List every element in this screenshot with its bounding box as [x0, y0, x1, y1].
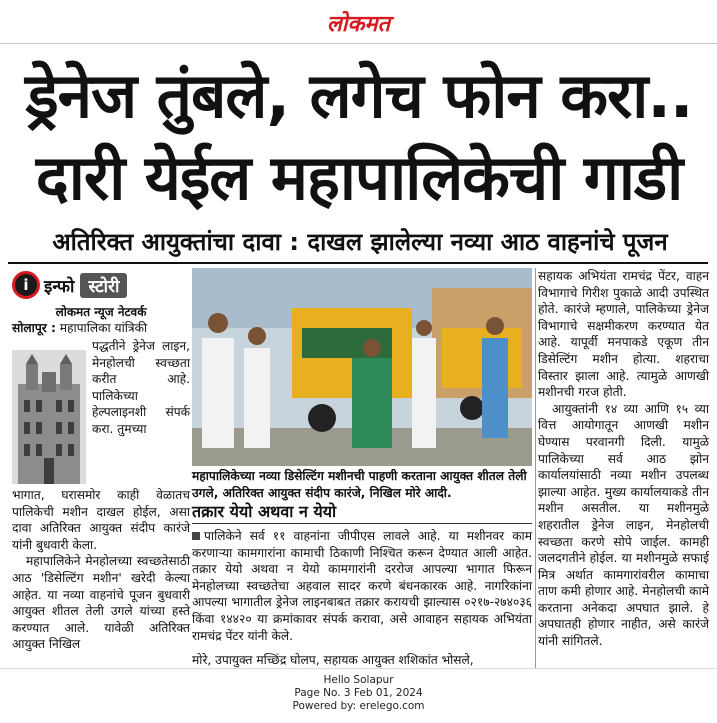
info-story-badge	[12, 270, 174, 300]
right-paragraph-1: सहायक अभियंता रामचंद्र पेंटर, वाहन विभागाचे गिरीश पुकाळे आदी उपस्थित होते. कारंजे म्हणाले, पालिकेच्या ड्रेनेज विभागाचे सक्षमीकरण करण्यात येत आहे. यापूर्वी मनपाकडे एकूण तीन डिसेल्टिंग मशीन होत्या. शहराचा विस्तार झाला आहे. त्यामुळे आणखी मशीनची गरज होती.	[538, 269, 709, 400]
masthead	[0, 0, 717, 44]
footer-powered-by[interactable]: Powered by: erelego.com	[292, 700, 425, 712]
lokmat-logo: लोकमत	[326, 12, 391, 37]
municipal-building-image	[12, 350, 86, 484]
info-icon: i	[12, 271, 40, 299]
footer	[0, 674, 717, 713]
info-label: इन्फो	[44, 276, 75, 297]
bullet-icon	[192, 532, 200, 540]
footer-publisher: Hello Solapur	[323, 674, 394, 686]
continued-line: मोरे, उपायुक्त मच्छिंद्र घोलप, सहायक आयुक्त शशिकांत भोसले,	[192, 653, 474, 667]
left-paragraph-2: महापालिकेने मेनहोलच्या स्वच्छतेसाठी आठ 'डिसेल्टिंग मशीन' खरेदी केल्या आहेत. या नव्या वाहनांचे पूजन बुधवारी आयुक्त शीतल तेली उगले यांच्या हस्ते करण्यात आले. यावेळी अतिरिक्त आयुक्त निखिल	[12, 554, 190, 652]
box-body: पालिकेने सर्व ११ वाहनांना जीपीएस लावले आहे. या मशीनवर काम करणाऱ्या कामगारांना कामाची ठिकाणी निश्चित करून देण्यात आली आहेत. तक्रार येयो अथवा न येयो कामगारांनी दररोज आपल्या भागात फिरून मेनहोलच्या स्वच्छतेचा अहवाल सादर करणे बंधनकारक आहे. नागरिकांना आपल्या भागातील ड्रेनेज लाइनबाबत तक्रार करायची झाल्यास ०२१७-२७४०३६ किंवा १४४२० या क्रमांकावर संपर्क करावा, असे आवाहन सहायक अभियंता रामचंद्र पेंटर यांनी केले.	[192, 529, 532, 643]
footer-divider	[0, 668, 717, 669]
left-column-text	[12, 487, 190, 653]
headline-divider	[8, 262, 708, 264]
subheadline: अतिरिक्त आयुक्तांचा दावा : दाखल झालेल्या नव्या आठ वाहनांचे पूजन	[52, 228, 668, 256]
headline-line-1: ड्रेनेज तुंबले, लगेच फोन करा..	[25, 59, 693, 132]
news-network: लोकमत न्यूज नेटवर्क	[55, 305, 147, 319]
intro-line	[12, 320, 190, 337]
story-label: स्टोरी	[80, 273, 127, 298]
intro-text: महापालिका यांत्रिकी	[59, 321, 148, 335]
right-column	[538, 268, 709, 650]
headline-line-2: दारी येईल महापालिकेची गाडी	[35, 141, 683, 214]
right-paragraph-2: आयुक्तांनी १४ व्या आणि १५ व्या वित्त आयोगातून आणखी मशीन घेण्यास परवानगी दिली. यामुळे पालिकेच्या सर्व आठ झोन कार्यालयांसाठी नव्या मशीन उपलब्ध झाल्या आहेत. मुख्य कार्यालयाकडे तीन मशीन असतील. या मशीनमुळे शहरातील ड्रेनेज लाइन, मेनहोलची स्वच्छता करणे सोपे जाईल. कामही जलदगतीने होईल. या मशीनमुळे सफाई मित्र अर्थात कामगारांवरील कामाचा ताण कमी होणार आहे. मेनहोलची कामे करताना अनेकदा अपघात झाले. हे अपघातही होणार नाहीत, असे कारंजे यांनी सांगितले.	[538, 401, 709, 649]
photo-caption: महापालिकेच्या नव्या डिसेल्टिंग मशीनची पाहणी करताना आयुक्त शीतल तेली उगले, अतिरिक्त आयुक्त संदीप कारंजे, निखिल मोरे आदी.	[192, 469, 527, 500]
column-divider	[535, 268, 536, 668]
box-text	[192, 528, 532, 644]
left-paragraph-1: भागात, घरासमोर काही वेळातच पालिकेची मशीन दाखल होईल, असा दावा अतिरिक्त आयुक्त संदीप कारंजे यांनी बुधवारी केला.	[12, 488, 190, 552]
wrapped-paragraph: पद्धतीने ड्रेनेज लाइन, मेनहोलची स्वच्छता करीत आहे. पालिकेच्या हेल्पलाइनशी संपर्क करा. तुमच्या	[92, 339, 190, 436]
box-rule	[192, 523, 532, 524]
footer-page-date: Page No. 3 Feb 01, 2024	[294, 687, 423, 699]
box-title: तक्रार येयो अथवा न येयो	[192, 502, 337, 521]
news-photo	[192, 268, 532, 466]
dateline: सोलापूर :	[12, 321, 56, 335]
